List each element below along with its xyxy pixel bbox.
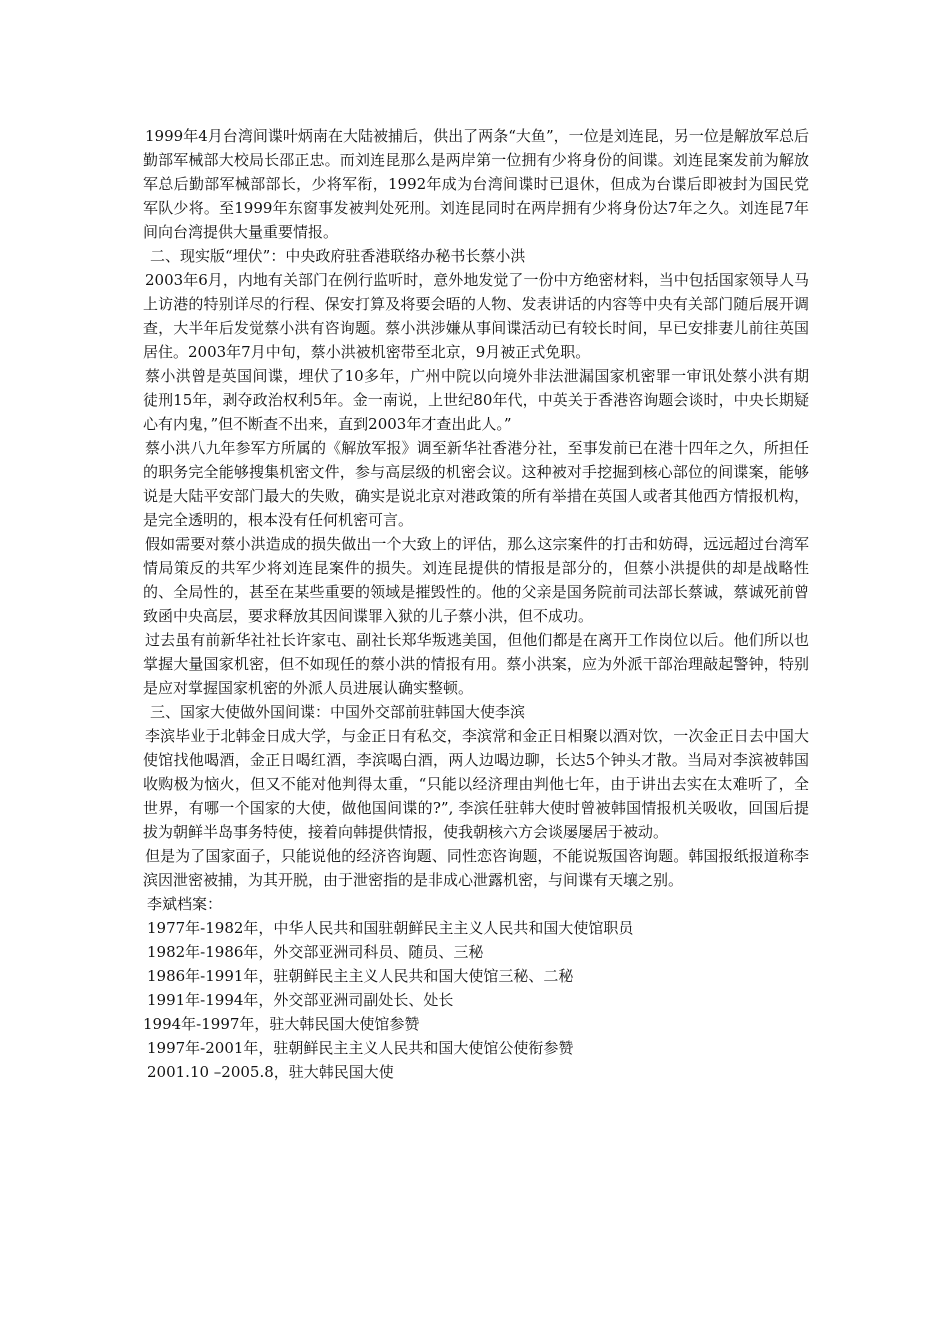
paragraph-cai-sentence: 蔡小洪曾是英国间谍，埋伏了10多年，广州中院以向境外非法泄漏国家机密罪一审讯处蔡小洪有期徒刑15年，剥夺政治权利5年。金一南说，上世纪80年代，中英关于香港咨询题会谈时，中央长期疑心有内鬼，”但不断查不出来，直到2003年才查出此人。” bbox=[143, 367, 809, 433]
section-heading-cai-xiaohong: 二、现实版“埋伏”：中央政府驻香港联络办秘书长蔡小洪 bbox=[150, 247, 526, 265]
section-heading-li-bin: 三、国家大使做外国间谍：中国外交部前驻韩国大使李滨 bbox=[150, 703, 526, 721]
profile-entry-1991: 1991年-1994年，外交部亚洲司副处长、处长 bbox=[147, 991, 454, 1009]
profile-entry-2001: 2001.10 –2005.8，驻大韩民国大使 bbox=[147, 1063, 394, 1081]
profile-entry-1982: 1982年-1986年，外交部亚洲司科员、随员、三秘 bbox=[147, 943, 484, 961]
profile-heading: 李斌档案： bbox=[147, 895, 223, 913]
paragraph-cai-damage-assessment: 假如需要对蔡小洪造成的损失做出一个大致上的评估，那么这宗案件的打击和妨碍，远远超过台湾军情局策反的共军少将刘连昆案件的损失。刘连昆提供的情报是部分的，但蔡小洪提供的却是战略性的、全局性的，甚至在某些重要的领域是摧毁性的。他的父亲是国务院前司法部长蔡诚，蔡诚死前曾致函中央高层，要求释放其因间谍罪入狱的儿子蔡小洪，但不成功。 bbox=[143, 535, 809, 625]
profile-entry-1977: 1977年-1982年，中华人民共和国驻朝鲜民主主义人民共和国大使馆职员 bbox=[147, 919, 634, 937]
document-page bbox=[143, 124, 809, 1084]
profile-entry-1994: 1994年-1997年，驻大韩民国大使馆参赞 bbox=[143, 1015, 420, 1033]
profile-entry-1986: 1986年-1991年，驻朝鲜民主主义人民共和国大使馆三秘、二秘 bbox=[147, 967, 574, 985]
profile-entry-1997: 1997年-2001年，驻朝鲜民主主义人民共和国大使馆公使衔参赞 bbox=[147, 1039, 574, 1057]
paragraph-national-face: 但是为了国家面子，只能说他的经济咨询题、同性恋咨询题，不能说叛国咨询题。韩国报纸报道称李滨因泄密被捕，为其开脱，由于泄密指的是非成心泄露机密，与间谍有天壤之别。 bbox=[143, 847, 809, 889]
paragraph-liu-lianqun-case: 1999年4月台湾间谍叶炳南在大陆被捕后，供出了两条“大鱼”，一位是刘连昆，另一位是解放军总后勤部军械部大校局长邵正忠。而刘连昆那么是两岸第一位拥有少将身份的间谍。刘连昆案发前为解放军总后勤部军械部部长，少将军衔，1992年成为台湾间谍时已退休，但成为台谍后即被封为国民党军队少将。至1999年东窗事发被判处死刑。刘连昆同时在两岸拥有少将身份达7年之久。刘连昆7年间向台湾提供大量重要情报。 bbox=[143, 127, 809, 241]
paragraph-cai-background: 蔡小洪八九年参军方所属的《解放军报》调至新华社香港分社，至事发前已在港十四年之久，所担任的职务完全能够搜集机密文件，参与高层级的机密会议。这种被对手挖掘到核心部位的间谍案，能够说是大陆平安部门最大的失败，确实是说北京对港政策的所有举措在英国人或者其他西方情报机构，是完全透明的，根本没有任何机密可言。 bbox=[143, 439, 809, 529]
paragraph-li-bin-background: 李滨毕业于北韩金日成大学，与金正日有私交，李滨常和金正日相聚以酒对饮，一次金正日去中国大使馆找他喝酒，金正日喝红酒，李滨喝白酒，两人边喝边聊，长达5个钟头才散。当局对李滨被韩国收购极为恼火，但又不能对他判得太重，“只能以经济理由判他七年，由于讲出去实在太难听了，全世界，有哪一个国家的大使，做他国间谍的?”, 李滨任驻韩大使时曾被韩国情报机关吸收，回国后提拔为朝鲜半岛事务特使，接着向韩提供情报，使我朝核六方会谈屡屡居于被动。 bbox=[143, 727, 809, 841]
paragraph-cai-discovery: 2003年6月，内地有关部门在例行监听时，意外地发觉了一份中方绝密材料，当中包括国家领导人马上访港的特别详尽的行程、保安打算及将要会晤的人物、发表讲话的内容等中央有关部门随后展开调查，大半年后发觉蔡小洪有咨询题。蔡小洪涉嫌从事间谍活动已有较长时间，早已安排妻儿前往英国居住。2003年7月中旬，蔡小洪被机密带至北京，9月被正式免职。 bbox=[143, 271, 809, 361]
paragraph-past-defections: 过去虽有前新华社社长许家屯、副社长郑华叛逃美国，但他们都是在离开工作岗位以后。他们所以也掌握大量国家机密，但不如现任的蔡小洪的情报有用。蔡小洪案，应为外派干部治理敲起警钟，特别是应对掌握国家机密的外派人员进展认确实整顿。 bbox=[143, 631, 809, 697]
